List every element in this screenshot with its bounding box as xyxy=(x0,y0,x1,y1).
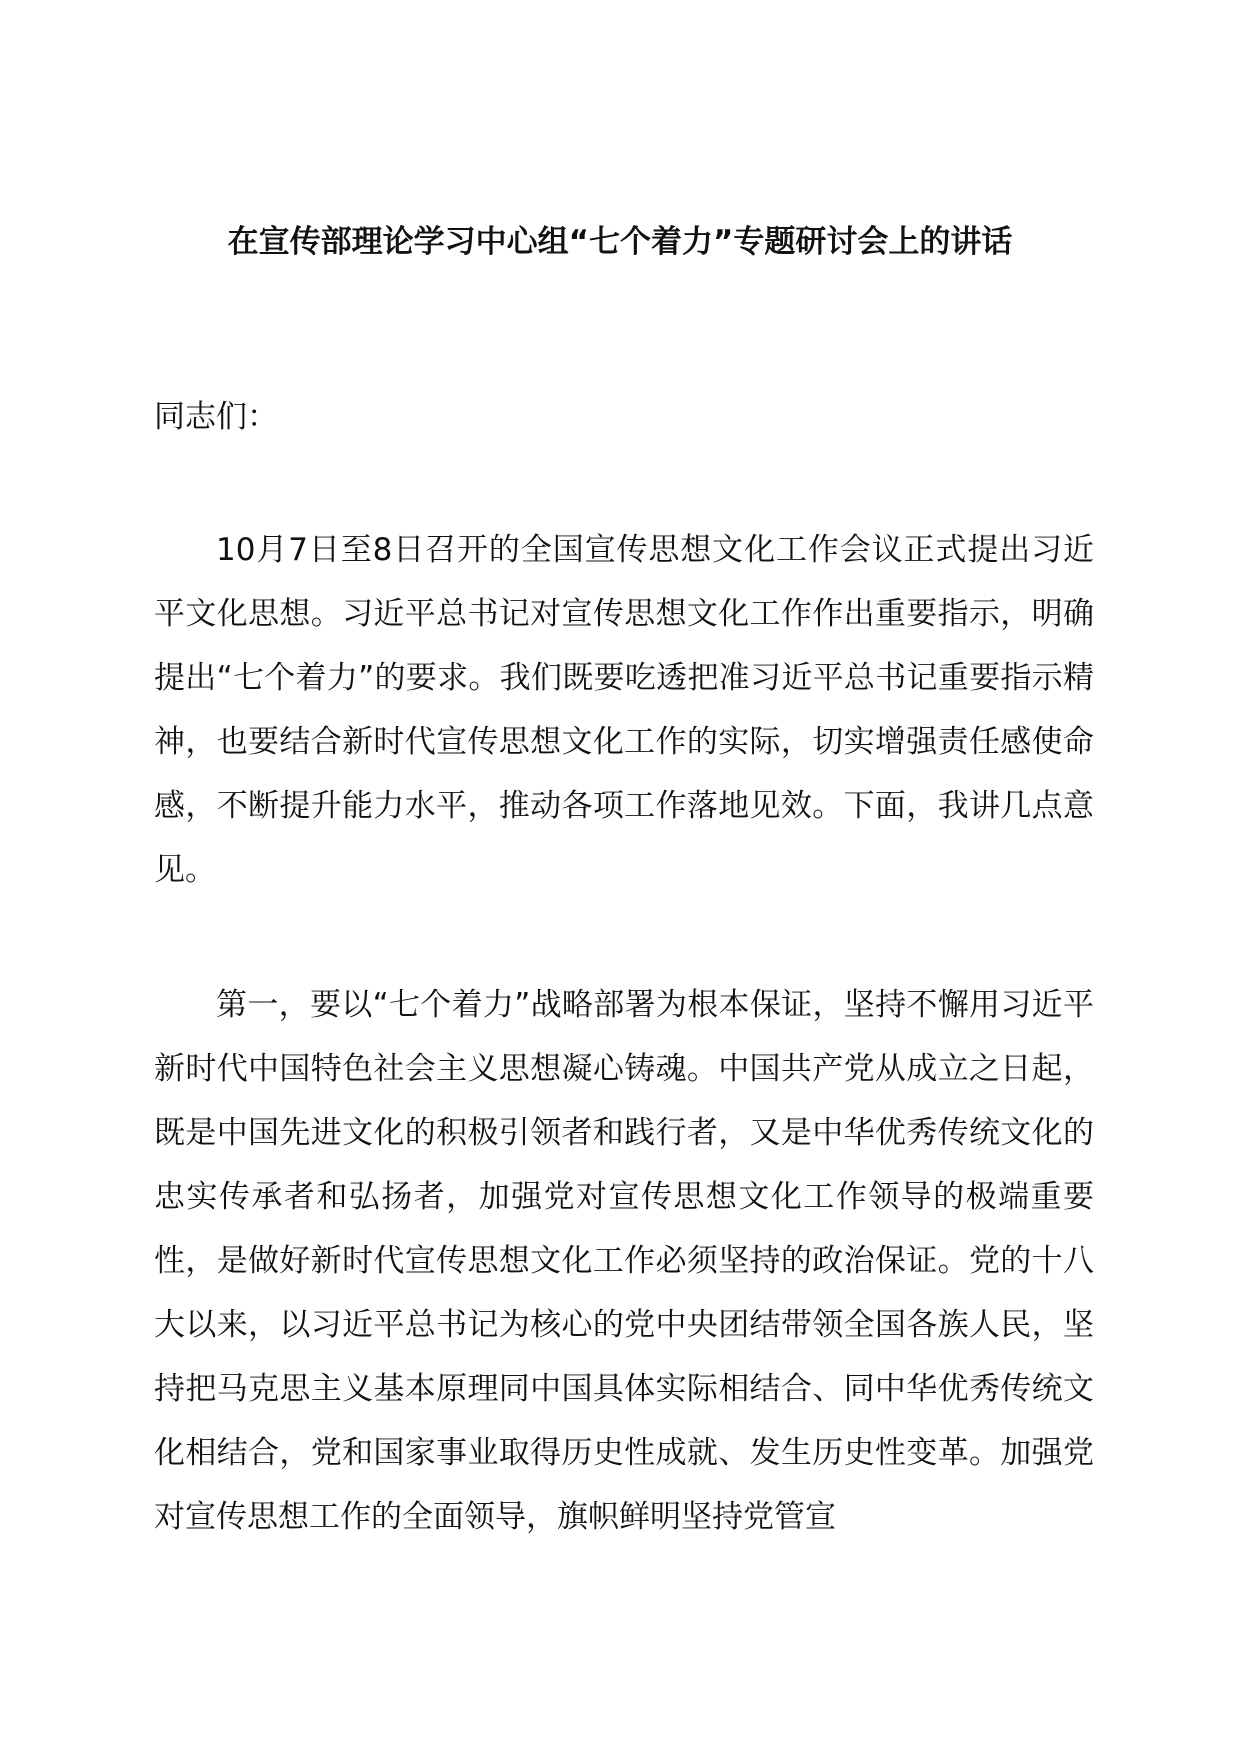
salutation: 同志们： xyxy=(154,399,278,435)
paragraph-intro: 10月7日至8日召开的全国宣传思想文化工作会议正式提出习近平文化思想。习近平总书记对宣传思想文化工作作出重要指示，明确提出“七个着力”的要求。我们既要吃透把准习近平总书记重要指示精神，也要结合新时代宣传思想文化工作的实际，切实增强责任感使命感，不断提升能力水平，推动各项工作落地见效。下面，我讲几点意见。 xyxy=(154,532,1094,888)
paragraph-first-point: 第一，要以“七个着力”战略部署为根本保证，坚持不懈用习近平新时代中国特色社会主义思想凝心铸魂。中国共产党从成立之日起，既是中国先进文化的积极引领者和践行者，又是中华优秀传统文化的忠实传承者和弘扬者，加强党对宣传思想文化工作领导的极端重要性，是做好新时代宣传思想文化工作必须坚持的政治保证。党的十八大以来，以习近平总书记为核心的党中央团结带领全国各族人民，坚持把马克思主义基本原理同中国具体实际相结合、同中华优秀传统文化相结合，党和国家事业取得历史性成就、发生历史性变革。加强党对宣传思想工作的全面领导，旗帜鲜明坚持党管宣 xyxy=(154,987,1094,1535)
document-title: 在宣传部理论学习中心组“七个着力”专题研讨会上的讲话 xyxy=(227,224,1013,260)
